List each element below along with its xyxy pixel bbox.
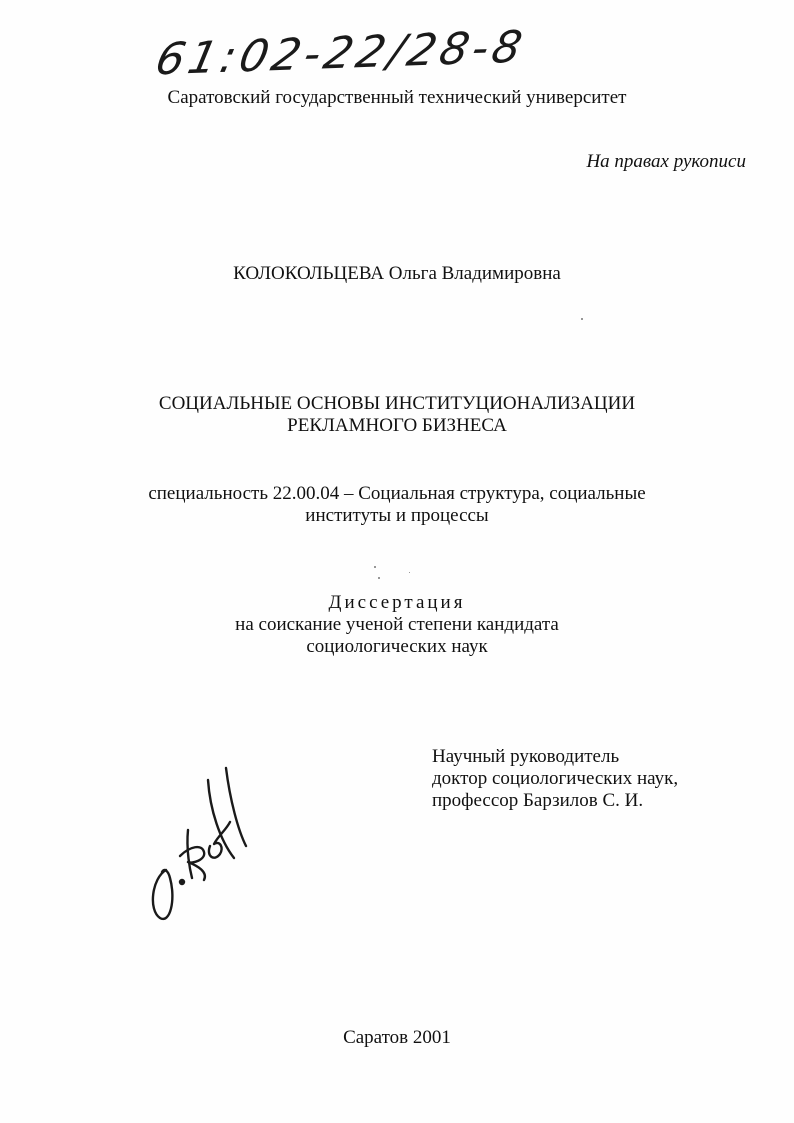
- dissertation-heading: Диссертация: [328, 592, 466, 613]
- supervisor-name: профессор Барзилов С. И.: [432, 790, 644, 811]
- specialty-line-2: институты и процессы: [305, 505, 489, 526]
- scan-speck: [378, 577, 380, 579]
- dissertation-line-2: социологических наук: [306, 636, 488, 657]
- handwritten-archive-number: 61:02-22/28-8: [151, 21, 531, 86]
- university-name: Саратовский государственный технический университет: [167, 87, 627, 108]
- title-line-2: РЕКЛАМНОГО БИЗНЕСА: [287, 415, 507, 436]
- city-year: Саратов 2001: [343, 1027, 451, 1048]
- author-name: КОЛОКОЛЬЦЕВА Ольга Владимировна: [233, 263, 561, 284]
- supervisor-degree: доктор социологических наук,: [432, 768, 679, 789]
- title-line-1: СОЦИАЛЬНЫЕ ОСНОВЫ ИНСТИТУЦИОНАЛИЗАЦИИ: [158, 393, 636, 414]
- handwritten-signature: [130, 760, 270, 935]
- scan-speck: [581, 318, 583, 320]
- scan-speck: [409, 572, 410, 573]
- specialty-line-1: специальность 22.00.04 – Социальная структура, социальные: [148, 483, 646, 504]
- scan-speck: [374, 566, 376, 568]
- rights-note: На правах рукописи: [586, 151, 746, 172]
- dissertation-line-1: на соискание ученой степени кандидата: [235, 614, 559, 635]
- supervisor-role: Научный руководитель: [432, 746, 620, 767]
